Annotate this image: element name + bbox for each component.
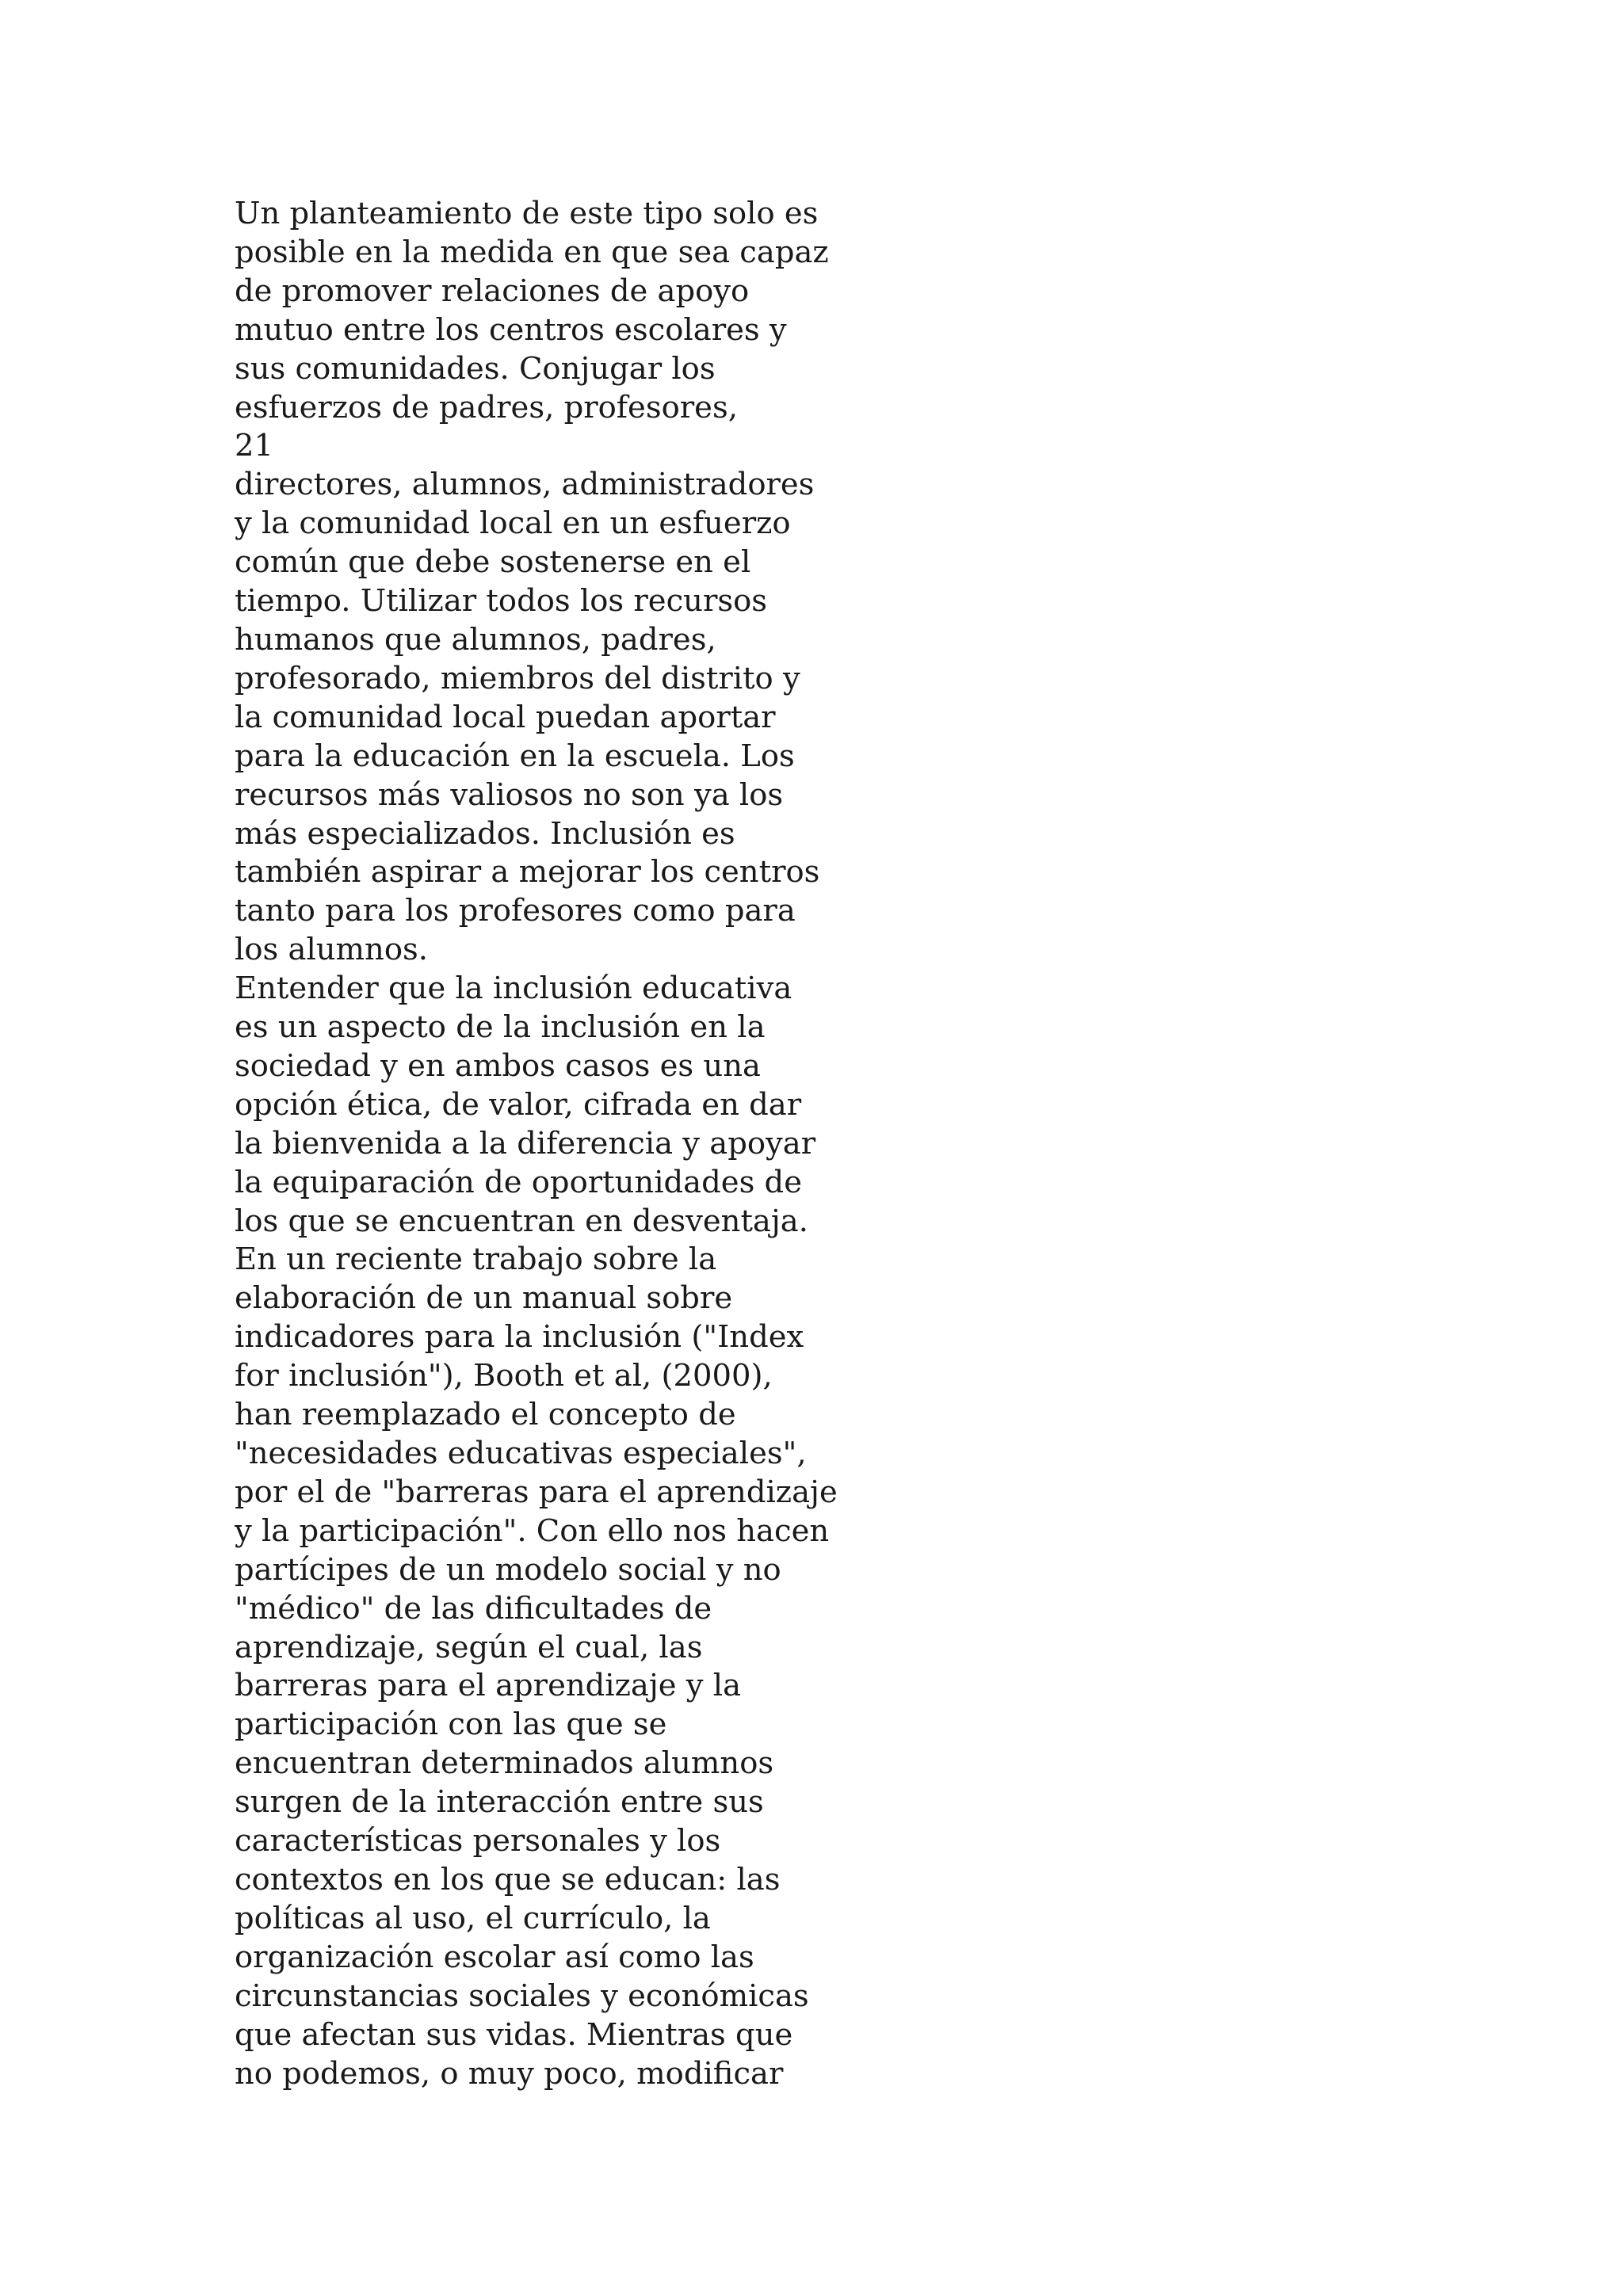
text-line: los alumnos. — [235, 932, 429, 968]
text-line: sociedad y en ambos casos es una — [235, 1047, 761, 1084]
text-line: la bienvenida a la diferencia y apoyar — [235, 1125, 816, 1161]
page-number: 21 — [235, 428, 273, 464]
text-line: organización escolar así como las — [235, 1939, 754, 1975]
text-line: también aspirar a mejorar los centros — [235, 854, 820, 891]
text-line: Entender que la inclusión educativa — [235, 971, 792, 1007]
text-line: han reemplazado el concepto de — [235, 1397, 736, 1433]
text-line: sus comunidades. Conjugar los — [235, 350, 716, 387]
text-line: "médico" de las dificultades de — [235, 1590, 712, 1627]
text-line: barreras para el aprendizaje y la — [235, 1668, 742, 1704]
text-line: for inclusión"), Booth et al, (2000), — [235, 1358, 773, 1394]
text-line: común que debe sostenerse en el — [235, 544, 751, 581]
text-line: humanos que alumnos, padres, — [235, 621, 716, 658]
text-line: profesorado, miembros del distrito y — [235, 660, 800, 696]
text-line: "necesidades educativas especiales", — [235, 1436, 807, 1471]
text-line: En un reciente trabajo sobre la — [235, 1241, 717, 1278]
text-line: posible en la medida en que sea capaz — [235, 234, 829, 270]
text-line: mutuo entre los centros escolares y — [235, 311, 787, 348]
text-line: y la comunidad local en un esfuerzo — [235, 505, 791, 542]
body-text — [235, 195, 948, 2093]
text-line: la equiparación de oportunidades de — [235, 1164, 802, 1200]
text-line: aprendizaje, según el cual, las — [235, 1629, 703, 1665]
text-line: es un aspecto de la inclusión en la — [235, 1009, 766, 1046]
text-line: características personales y los — [235, 1823, 721, 1859]
text-line: por el de "barreras para el aprendizaje — [235, 1474, 838, 1510]
text-line: políticas al uso, el currículo, la — [235, 1900, 711, 1936]
text-line: y la participación". Con ello nos hacen — [235, 1512, 830, 1549]
text-line: Un planteamiento de este tipo solo es — [235, 196, 819, 231]
text-line: más especializados. Inclusión es — [235, 815, 735, 852]
text-line: contextos en los que se educan: las — [235, 1861, 781, 1897]
text-line: esfuerzos de padres, profesores, — [235, 389, 738, 425]
text-line: recursos más valiosos no son ya los — [235, 776, 784, 813]
text-line: circunstancias sociales y económicas — [235, 1978, 809, 2014]
text-line: directores, alumnos, administradores — [235, 467, 815, 503]
text-line: para la educación en la escuela. Los — [235, 738, 795, 774]
text-line: no podemos, o muy poco, modificar — [235, 2055, 784, 2092]
text-line: opción ética, de valor, cifrada en dar — [235, 1086, 802, 1123]
text-line: que afectan sus vidas. Mientras que — [235, 2016, 793, 2053]
text-line: partícipes de un modelo social y no — [235, 1551, 781, 1588]
text-line: tanto para los profesores como para — [235, 893, 796, 929]
text-line: elaboración de un manual sobre — [235, 1280, 733, 1317]
text-line: tiempo. Utilizar todos los recursos — [235, 583, 768, 620]
text-line: encuentran determinados alumnos — [235, 1745, 774, 1782]
text-line: indicadores para la inclusión ("Index — [235, 1319, 804, 1356]
text-line: los que se encuentran en desventaja. — [235, 1203, 808, 1239]
text-line: surgen de la interacción entre sus — [235, 1784, 764, 1821]
text-line: de promover relaciones de apoyo — [235, 273, 750, 309]
text-line: la comunidad local puedan aportar — [235, 699, 776, 735]
text-line: participación con las que se — [235, 1707, 667, 1743]
